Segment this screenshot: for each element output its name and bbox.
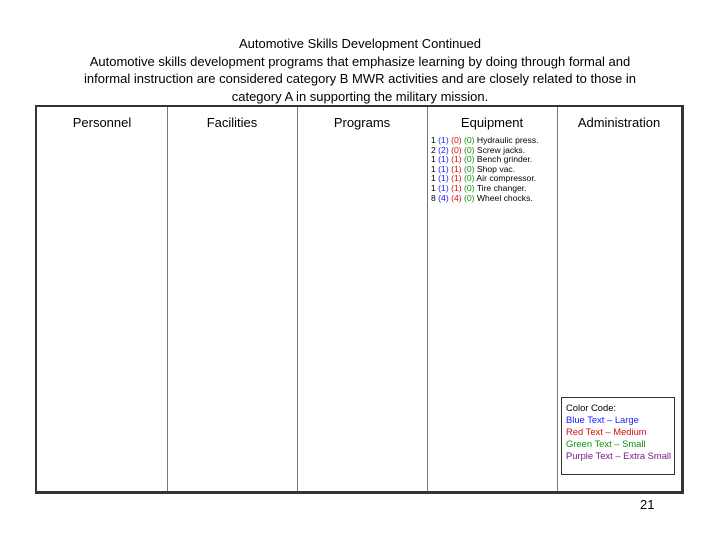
equipment-item: 1 (1) (1) (0) Air compressor.: [431, 173, 537, 184]
column-divider: [557, 107, 558, 491]
equipment-item: 1 (1) (1) (0) Shop vac.: [431, 163, 516, 174]
column-divider: [427, 107, 428, 491]
header-equipment: Equipment: [460, 115, 524, 130]
title-body-line-3: category A in supporting the military mission.: [231, 88, 489, 104]
legend-green: Green Text – Small: [566, 438, 646, 449]
header-administration: Administration: [577, 115, 661, 130]
legend-blue: Blue Text – Large: [566, 414, 639, 425]
legend-purple: Purple Text – Extra Small: [566, 450, 672, 461]
color-code-legend: [561, 397, 675, 475]
equipment-item: 2 (2) (0) (0) Screw jacks.: [431, 144, 526, 155]
equipment-item: 1 (1) (1) (0) Bench grinder.: [431, 154, 533, 165]
equipment-list: [431, 136, 553, 203]
title-body-line-2: informal instruction are considered category B MWR activities and are closely related to those in: [83, 71, 637, 86]
category-table: [35, 105, 684, 494]
equipment-item: 1 (1) (0) (0) Hydraulic press.: [431, 135, 539, 145]
header-facilities: Facilities: [206, 115, 258, 130]
header-personnel: Personnel: [72, 115, 132, 130]
page-number: 21: [640, 497, 655, 512]
equipment-item: 8 (4) (4) (0) Wheel chocks.: [431, 192, 533, 203]
legend-heading: Color Code:: [566, 402, 617, 413]
column-divider: [297, 107, 298, 491]
equipment-item: 1 (1) (1) (0) Tire changer.: [431, 182, 527, 193]
slide-title: [40, 35, 680, 105]
legend-red: Red Text – Medium: [566, 426, 647, 437]
title-heading: Automotive Skills Development Continued: [238, 36, 482, 51]
title-body-line-1: Automotive skills development programs that emphasize learning by doing through formal and: [89, 53, 631, 69]
column-divider: [167, 107, 168, 491]
header-programs: Programs: [333, 115, 391, 130]
